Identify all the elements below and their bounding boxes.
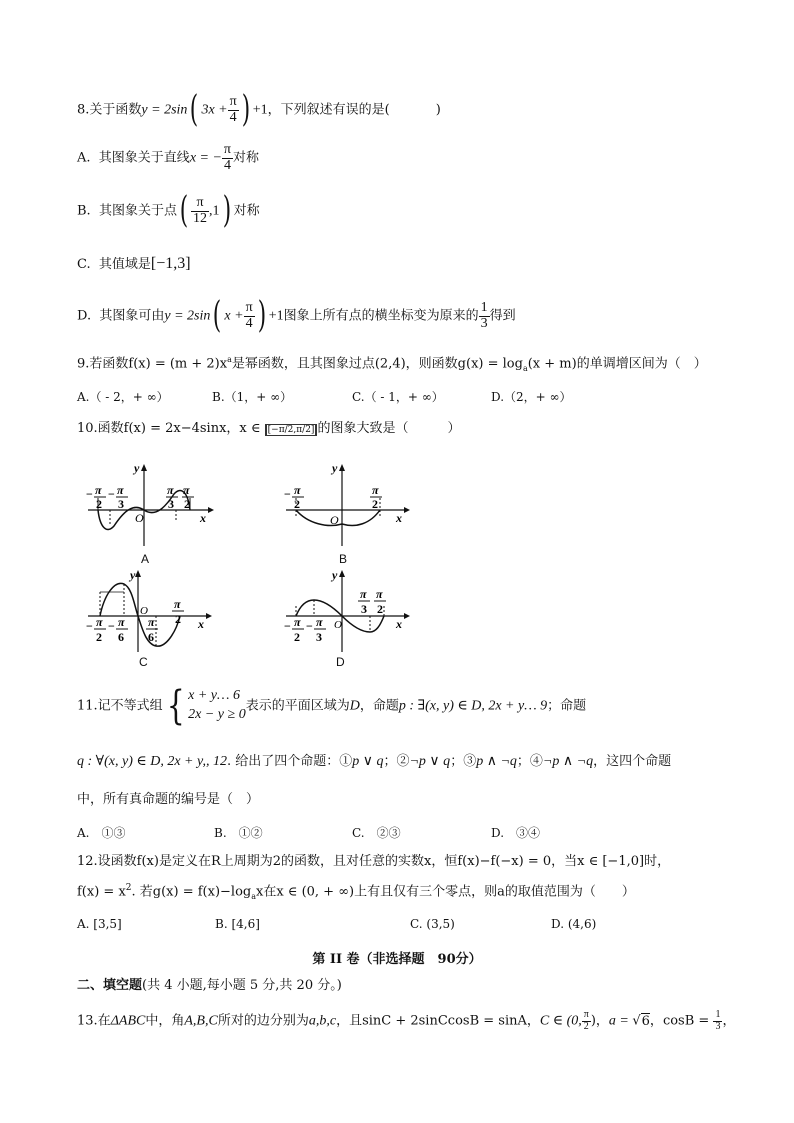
q10-graph-a [80,458,220,548]
q10-a-t1-pi: π [95,483,102,497]
q13-t1: 13.在 [77,1013,111,1029]
q10-b-minus: − [284,487,291,501]
q8-paren-left: ( [190,89,199,130]
q11-brace: { [166,683,185,729]
section2-heading-line [77,979,342,992]
q10-label-b: B [339,552,348,566]
q11-option-c: C. ②③ [352,826,401,840]
q8-d-text3: 得到 [489,308,516,324]
q10-d-t2-den: 3 [316,630,322,644]
q9-option-d: D.（2，+ ∞） [491,390,572,404]
q10-c-t3-den: 6 [148,630,154,644]
q10-interval: [−π/2,π/2] [265,424,318,436]
q8-b-paren-right: ) [222,190,231,231]
q8-question: ，下列叙述有误的是( [267,102,390,118]
q13-close: )， [590,1013,609,1029]
q8-stem [77,89,441,130]
q9-stem-3: (x + m)的单调增区间为（ ） [527,356,707,372]
q10-d-minus: − [284,619,291,633]
section2-heading: 二、填空题 [77,978,143,993]
q10-stem [77,422,460,435]
q11-s1: ；② [383,754,410,769]
q8-c-text1: 其值域是 [98,257,151,272]
q13-a-eq: a = [608,1013,633,1029]
q11-system [188,687,246,725]
q9-option-a: A.（ - 2，+ ∞） [77,390,169,404]
q9-stem [77,356,707,373]
q11-line1 [77,683,587,729]
q11-s3: ；④ [516,754,543,769]
q11-c1: p ∨ q [352,754,384,769]
q10-graph-c [80,568,220,653]
q10-b-x-label: x [396,511,402,525]
q11-stem-3: ，命题 [359,698,399,714]
q10-label-a: A [141,552,150,566]
q10-c-t2-pi: π [118,615,125,629]
q10-d-origin: O [334,619,342,631]
q11-option-b: B. ①② [214,826,263,840]
q12-option-d: D. (4,6) [551,917,597,931]
q11-option-d: D. ③④ [491,826,541,840]
q8-d-text1: 其图象可由 [99,308,165,324]
q10-c-t1-den: 2 [96,630,102,644]
q8-paren-right: ) [241,89,250,130]
q8-b-paren-left: ( [179,190,189,231]
q8-a-eq: x = − [189,150,222,166]
q10-b-t2-pi: π [372,483,379,497]
q8-tail: +1 [252,102,268,118]
q10-c-y-label: y [130,568,136,582]
q11-option-a: A. ①③ [77,826,126,840]
q8-option-b [77,190,260,231]
q13-cosb: cosB = [662,1013,714,1029]
q8-d-paren-right: ) [257,295,266,336]
q10-a-minus2: − [108,487,115,501]
q12-option-c: C. (3,5) [410,917,455,931]
q8-c-range: [−1,3] [150,255,191,272]
q10-d-t4-den: 2 [377,602,383,616]
q11-stem-1: 11.记不等式组 [77,698,163,714]
q8-b-after: ,1 [209,203,220,219]
q13-end: ， [722,1013,736,1029]
q13-line: 13.在ΔABC中，角A,B,C所对的边分别为a,b,c，且sinC + 2sinCcosB = sinA，C ∈ (0, $\frac{\pi}{2}$ )，a = √6，cosB = $\frac{1}{3}$ ， [77,1009,736,1032]
q8-option-d [77,295,516,336]
q10-a-t3-den: 3 [168,497,174,511]
q10-a-origin: O [135,511,144,525]
q8-c-label: C. [77,257,91,272]
q8-b-text2: 对称 [233,203,260,219]
q11-s2: ；③ [450,754,477,769]
q12-tail: x在x ∈ (0, + ∞)上有且仅有三个零点，则a的取值范围为（ ） [256,884,635,900]
q8-func: y = 2sin [141,102,188,118]
q10-d-minus2: − [306,619,313,633]
q8-arg: 3x + [201,102,228,118]
q10-b-t2-den: 2 [372,497,378,511]
q10-a-t2-den: 3 [118,497,124,511]
q10-d-x-label: x [396,617,402,631]
q10-label-d: D [336,655,345,669]
q11-stem-2: 表示的平面区域为 [245,698,350,714]
q8-d-paren-left: ( [213,295,222,336]
q10-c-minus: − [86,619,93,633]
q10-b-y-label: y [332,461,338,475]
q12-option-a: A. [3,5] [77,917,122,931]
q8-d-func: y = 2sin [164,308,211,324]
q8-b-text1: 其图象关于点 [98,203,177,219]
section2-heading-note: (共 4 小题,每小题 5 分,共 20 分。) [142,978,342,993]
q9-sub-a: a [522,363,528,373]
q10-c-minus2: − [108,619,115,633]
q13-six: 6 [641,1013,650,1029]
q8-pi-over-4: $\frac{\pi}{4}$ [229,93,237,125]
q12-line2 [77,884,635,901]
q8-a-text2: 对称 [233,150,260,166]
q9-stem-2: 是幂函数，且其图象过点(2,4)，则函数g(x) = log [231,356,523,372]
q11-p-def: p : ∃(x, y) ∈ D, 2x + y… 9 [398,698,548,714]
q9-option-c: C.（ - 1，+ ∞） [352,390,444,404]
q10-a-t1-den: 2 [96,497,102,511]
q9-stem-1: 9.若函数f(x) = (m + 2)x [77,356,228,372]
q13-angles: A,B,C [184,1013,218,1029]
q10-stem-2: 的图象大致是（ ） [317,421,461,436]
q11-line3: 中，所有真命题的编号是（ ） [77,792,260,807]
q13-t3: 所对的边分别为 [217,1013,309,1029]
q10-label-c: C [139,655,148,669]
q10-a-t4-pi: π [183,483,190,497]
q10-d-t3-den: 3 [361,602,367,616]
q10-a-x-label: x [200,511,206,525]
q10-c-origin: O [140,605,148,617]
q8-a-text1: 其图象关于直线 [98,150,190,166]
q10-c-x-label: x [198,617,204,631]
q10-d-t4-pi: π [376,587,383,601]
q13-comma: ， [649,1013,663,1029]
q13-sides: a,b,c [308,1013,337,1029]
q12-line1: 12.设函数f(x)是定义在R上周期为2的函数，且对任意的实数x，恒f(x)−f(−x) = 0，当x ∈ [−1,0]时， [77,854,671,869]
q8-d-third: $\frac{1}{3}$ [480,299,488,331]
q12-option-b: B. [4,6] [215,917,260,931]
q10-a-y-label: y [134,461,140,475]
q10-d-y-label: y [332,568,338,582]
q8-d-label: D. [77,308,92,324]
q10-graph-b [278,458,418,548]
q9-option-b: B.（1，+ ∞） [212,390,293,404]
q10-d-t1-den: 2 [294,630,300,644]
q8-a-frac: $\frac{\pi}{4}$ [223,142,231,173]
q8-d-text2: 图象上所有点的横坐标变为原来的 [283,308,479,324]
section2-title: 第 II 卷（非选择题 90分） [312,952,482,967]
q9-sup-a: a [227,355,232,364]
q13-t2: 中，角 [145,1013,185,1029]
q10-c-t1-pi: π [96,615,103,629]
q12-sq: 2 [125,883,132,893]
q11-s4: ，这四个命题 [593,754,672,769]
q8-blank-close: ) [435,102,441,118]
q10-graph-d [278,568,418,653]
q8-d-frac: $\frac{\pi}{4}$ [245,299,253,331]
q13-c-in: C ∈ (0, [539,1013,582,1029]
q10-b-origin: O [330,513,339,527]
q8-d-tail: +1 [268,308,284,324]
q10-a-t3-pi: π [167,483,174,497]
q10-a-minus: − [86,487,93,501]
q8-a-label: A. [77,150,91,166]
q11-stem-5: . 给出了四个命题：① [226,754,353,769]
q8-prefix: 8.关于函数 [77,102,142,118]
q13-triangle: ΔABC [110,1013,146,1029]
q11-stem-4: ；命题 [547,698,587,714]
q8-d-arg: x + [224,308,244,324]
q10-d-t2-pi: π [316,615,323,629]
q10-stem-1: 10.函数f(x) = 2x−4sinx，x ∈ [77,421,261,436]
q10-d-t1-pi: π [294,615,301,629]
q11-c4: ¬p ∧ ¬q [542,754,594,769]
q8-option-a [77,143,259,173]
q10-a-t4-den: 2 [184,497,190,511]
q10-c-t2-den: 6 [118,630,124,644]
q13-t4: ，且sinC + 2sinCcosB = sinA， [336,1013,540,1029]
q10-c-t4-den: 2 [175,612,181,626]
q8-b-frac: $\frac{\pi}{12}$ [193,194,208,226]
q10-b-t1-den: 2 [294,497,300,511]
q13-third: $\frac{1}{3}$ [715,1009,721,1032]
q11-ineq-1: x + y… 6 [188,688,240,704]
q10-c-t4-pi: π [174,597,181,611]
q11-q-def: q : ∀(x, y) ∈ D, 2x + y,, 12 [77,754,227,769]
q8-b-label: B. [77,203,91,219]
q11-region-d: D [349,698,360,714]
q11-line2 [77,755,671,769]
q11-ineq-2: 2x − y ≥ 0 [188,707,246,722]
q12-fx: f(x) = x [77,884,126,900]
q12-sub-a: a [251,891,257,901]
q10-d-t3-pi: π [360,587,367,601]
q13-pi-2: $\frac{\pi}{2}$ [583,1009,589,1032]
q11-c2: ¬p ∨ q [409,754,451,769]
q8-option-c [77,256,191,272]
q12-gx: . 若g(x) = f(x)−log [131,884,252,900]
q10-b-t1-pi: π [294,483,301,497]
q10-a-t2-pi: π [117,483,124,497]
q10-c-t3-pi: π [148,615,155,629]
q11-c3: p ∧ ¬q [476,754,517,769]
